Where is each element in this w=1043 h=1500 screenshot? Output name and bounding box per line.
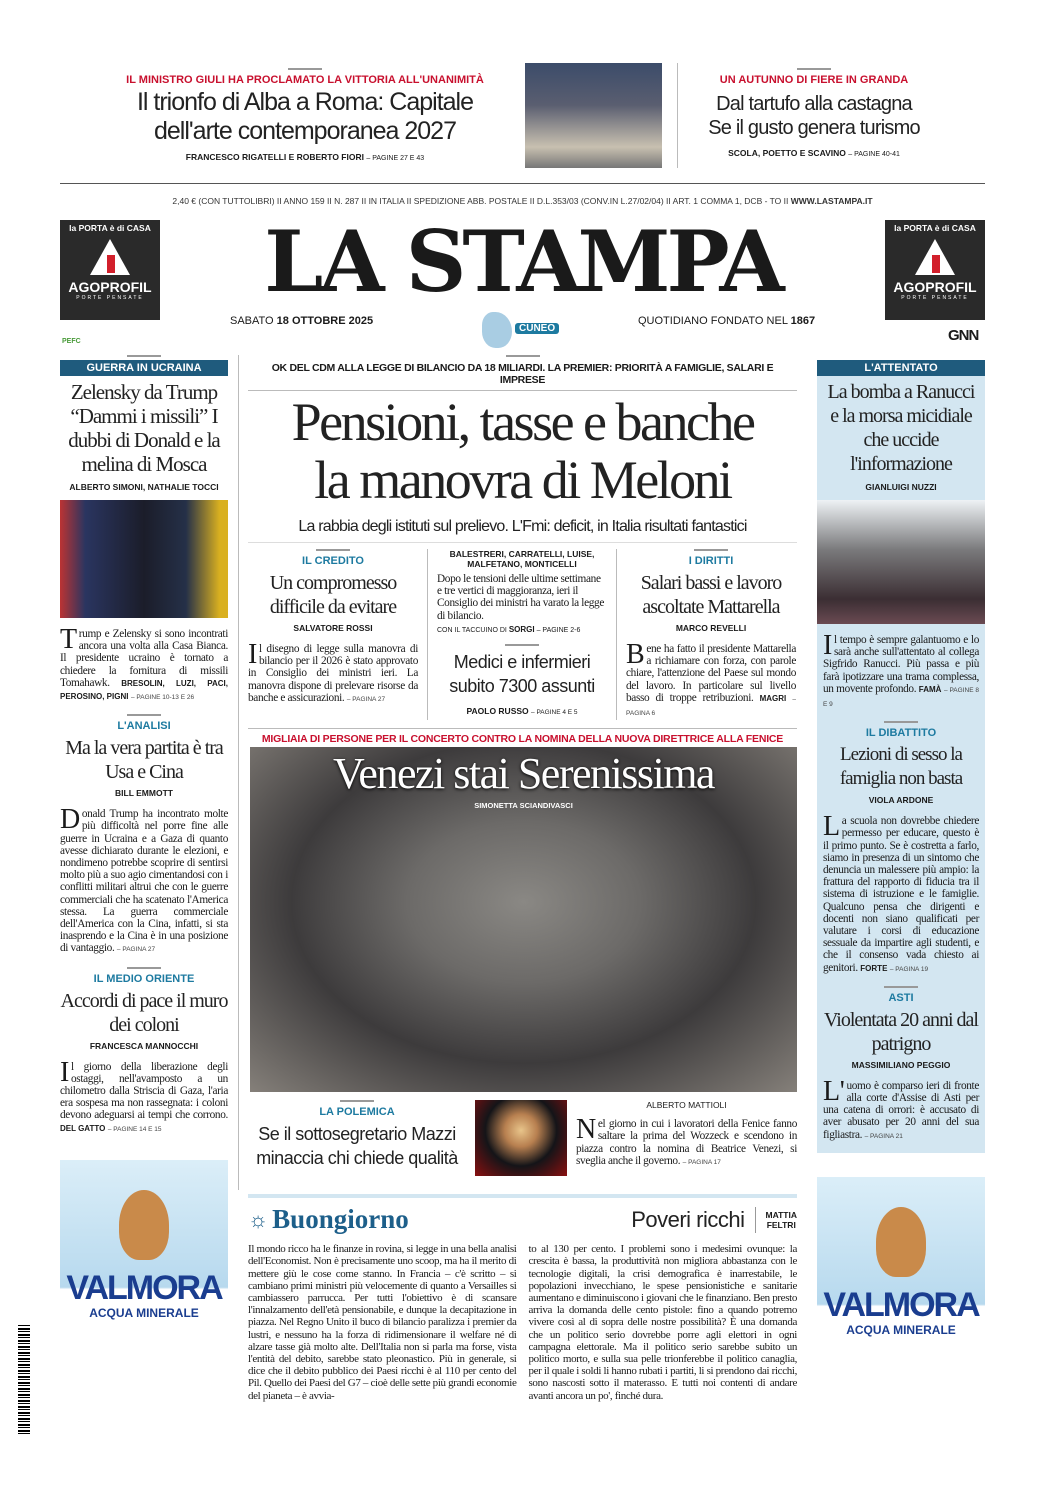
- ad-brand: AGOPROFIL: [68, 279, 152, 295]
- lead-headline-line2[interactable]: la manovra di Meloni: [314, 450, 731, 510]
- author: MATTIA FELTRI: [765, 1209, 797, 1230]
- article-fenice[interactable]: [576, 1100, 797, 1176]
- ad-sub: ACQUA MINERALE: [846, 1322, 956, 1337]
- ad-tag: la PORTA è di CASA: [69, 223, 151, 233]
- founded-note: QUOTIDIANO FONDATO NEL 1867: [638, 315, 816, 327]
- article-title: Salari bassi e lavoro ascoltate Mattarella: [640, 572, 782, 618]
- alba-photo: [525, 63, 662, 168]
- article-title[interactable]: Ma la vera partita è tra Usa e Cina: [65, 737, 223, 784]
- door-icon: [90, 239, 130, 275]
- lead-kicker: OK DEL CDM ALLA LEGGE DI BILANCIO DA 18 MILIARDI. LA PREMIER: PRIORITÀ A FAMIGLIE, SALARI E IMPRESE: [271, 362, 774, 386]
- valmora-ad-right[interactable]: [817, 1177, 985, 1389]
- kicker: ASTI: [888, 991, 914, 1004]
- lead-headline-line1[interactable]: Pensioni, tasse e banche: [291, 392, 754, 452]
- issue-date: SABATO 18 OTTOBRE 2025: [230, 315, 374, 327]
- article-body: Dopo le tensioni delle ultime settimane e tre vertici di maggioranza, ieri il Consiglio dei ministri ha varato la legge di bilancio.: [437, 573, 604, 622]
- article-title: Se il sottosegretario Mazzi minaccia chi chiede qualità: [256, 1124, 458, 1169]
- byline: SCOLA, POETTO E SCAVINO: [728, 148, 846, 158]
- article-body: Il giorno della liberazione degli ostaggi, nell'avamposto a un chilometro dalla Striscia di Gaza, l'aria era sospesa ma non rassegnata: i coloni devono adeguarsi ai tempi che corrono. DEL GATTO – PAGINE 14 E 15: [60, 1056, 228, 1133]
- sun-book-icon: ☼: [248, 1206, 269, 1232]
- ad-tag: la PORTA è di CASA: [894, 223, 976, 233]
- teaser-title-line2: dell'arte contemporanea 2027: [153, 117, 456, 145]
- kicker: IL DIBATTITO: [865, 727, 937, 740]
- teaser-title-line1: Il trionfo di Alba a Roma: Capitale: [136, 88, 474, 116]
- ad-brand: AGOPROFIL: [893, 279, 977, 295]
- kicker: IL CREDITO: [302, 555, 364, 567]
- divider: [677, 63, 678, 168]
- article-title[interactable]: La bomba a Ranucci e la morsa micidiale che uccide l'informazione: [827, 381, 975, 475]
- article-body: Il tempo è sempre galantuomo e lo sarà anche sull'attentato al collega Sigfrido Ranucci. Più passa e più farà ipotizzare una trama complessa, un movente profondo. FAMÀ – PAGINE 8 E 9: [823, 630, 980, 709]
- ad-brand: VALMORA: [823, 1285, 979, 1324]
- article-body: La scuola non dovrebbe chiedere permesso per educare, questo è il primo punto. Se è costretta a farlo, siamo in presenza di un sintomo che denuncia un malessere più ampio: la frattura del rapporto di fiducia tra il sistema di istruzione e le famiglie. Qualcuno pensa che dirigenti e docenti non siano qualificati per valutare i corsi di educazione sessuale da impartire agli studenti, e che il consenso vada chiesto ai genitori. FORTE – PAGINA 19: [823, 811, 979, 974]
- byline: PAOLO RUSSO: [466, 705, 529, 716]
- photo-kicker: MIGLIAIA DI PERSONE PER IL CONCERTO CONTRO LA NOMINA DELLA NUOVA DIRETTRICE ALLA FENICE: [261, 733, 784, 746]
- byline: GIANLUIGI NUZZI: [865, 482, 937, 492]
- right-column: [817, 360, 985, 1389]
- top-left-teaser[interactable]: [85, 68, 525, 166]
- pages: – PAGINE 40-41: [848, 151, 900, 158]
- article-body: Il disegno di legge sulla manovra di bilancio per il 2026 è stato approvato in Consiglio dei ministri ieri. La manovra dispone di prelevare risorse da banche e assicurazioni. – PAGINA 27: [248, 639, 418, 704]
- article-title: Un compromesso difficile da evitare: [269, 572, 397, 618]
- ad-sub: PORTE PENSATE: [901, 295, 969, 301]
- article-title: Medici e infermieri subito 7300 assunti: [449, 651, 595, 696]
- byline: MARCO REVELLI: [675, 623, 747, 633]
- article-diritti[interactable]: [626, 549, 796, 720]
- gnn-logo: GNN: [948, 327, 979, 344]
- kicker: L'ANALISI: [117, 720, 171, 733]
- deer-mascot-icon: [876, 1207, 926, 1277]
- article-body: Donald Trump ha incontrato molte più difficoltà nel porre fine alle guerre in Ucraina e a Gaza di quanto avesse dichiarato durante le elezioni, e nondimeno potrebbe scoprire di sentirsi molto più a suo agio cimentandosi con i conflitti militari altrui che con le guerre commerciali che ha scatenato l'America stessa. La guerra commerciale dell'America con la Cina, infatti, si sta inasprendo e la Cina è in una posizione di vantaggio. – PAGINA 27: [60, 804, 228, 955]
- info-line: [60, 196, 985, 206]
- kicker: I DIRITTI: [688, 555, 734, 567]
- kicker: UN AUTUNNO DI FIERE IN GRANDA: [719, 74, 909, 86]
- teaser-title-line2: Se il gusto genera turismo: [708, 117, 920, 139]
- venezi-photo: [475, 1100, 567, 1176]
- rule: [60, 183, 985, 184]
- article-body: L'uomo è comparso ieri di fronte alla corte d'Assise di Asti per una catena di orrori: è accusato di aver abusato per 20 anni del sua figliastra. – PAGINA 21: [823, 1075, 979, 1141]
- masthead-logo[interactable]: LA STAMPA: [264, 212, 781, 311]
- byline: FRANCESCA MANNOCCHI: [89, 1040, 199, 1051]
- trump-zelensky-photo: [60, 500, 228, 618]
- piedmont-map-icon: [482, 312, 512, 348]
- byline: ALBERTO SIMONI, NATHALIE TOCCI: [69, 482, 219, 492]
- article-title[interactable]: Lezioni di sesso la famiglia non basta: [839, 744, 963, 790]
- article-credito[interactable]: [248, 549, 418, 720]
- pages: – PAGINE 27 E 43: [366, 155, 425, 162]
- note: CON IL TACCUINO DI SORGI – PAGINE 2-6: [437, 624, 581, 634]
- kicker: LA POLEMICA: [319, 1106, 395, 1119]
- byline: MASSIMILIANO PEGGIO: [851, 1059, 951, 1070]
- kicker: IL MEDIO ORIENTE: [93, 972, 195, 985]
- ad-sub: PORTE PENSATE: [76, 295, 144, 301]
- kicker: IL MINISTRO GIULI HA PROCLAMATO LA VITTORIA ALL'UNANIMITÀ: [126, 74, 484, 86]
- column-label: Buongiorno: [272, 1204, 409, 1235]
- byline: BILL EMMOTT: [115, 788, 173, 799]
- article-title[interactable]: Zelensky da Trump “Dammi i missili” I dubbi di Donald e la melina di Mosca: [68, 380, 220, 476]
- byline: SIMONETTA SCIANDIVASCI: [474, 801, 573, 811]
- byline: ALBERTO MATTIOLI: [646, 1100, 727, 1111]
- section-label: L'ATTENTATO: [817, 360, 985, 376]
- valmora-ad-left[interactable]: [60, 1160, 228, 1372]
- article-body: Trump e Zelensky si sono incontrati ancora una volta alla Casa Bianca. Il presidente ucraino è tornato a chiedere la fornitura di missili Tomahawk. BRESOLIN, LUZI, PACI, PEROSINO, PIGNI – PAGINE 10-13 E 26: [60, 624, 228, 702]
- ranucci-photo: [817, 500, 985, 624]
- lead-subhead: La rabbia degli istituti sul prelievo. L'Fmi: deficit, in Italia risultati fantastici: [298, 518, 747, 535]
- photo-headline: Venezi stai Serenissima: [333, 749, 714, 799]
- barcode: [18, 1325, 30, 1435]
- deer-mascot-icon: [119, 1190, 169, 1260]
- divider: [288, 68, 322, 70]
- left-column: [60, 355, 228, 1372]
- teaser-title-line1: Dal tartufo alla castagna: [716, 93, 912, 115]
- article-manovra[interactable]: BALESTRERI, CARRATELLI, LUISE, MALFETANO, MONTICELLI Dopo le tensioni delle ultime settimane e tre vertici di maggioranza, ieri il Consiglio dei ministri ha varato la legge di bilancio. CON IL TACCUINO DI SORGI – PAGINE 2-6 Medici e infermieri subito 7300 assunti PAOLO RUSSO – PAGINE 4 E 5: [437, 549, 607, 720]
- top-right-teaser[interactable]: [684, 68, 944, 162]
- ad-sub: ACQUA MINERALE: [89, 1305, 199, 1320]
- agoprofil-ad-right[interactable]: [885, 220, 985, 320]
- agoprofil-ad-left[interactable]: [60, 220, 160, 320]
- center-column: [248, 355, 797, 1402]
- info-text: 2,40 € (CON TUTTOLIBRI) II ANNO 159 II N. 287 II IN ITALIA II SPEDIZIONE ABB. POSTALE II D.L.353/03 (CONV.IN L.27/02/04) II ART. 1 COMMA 1, DCB - TO II: [172, 196, 789, 206]
- column-text-1: Il mondo ricco ha le finanze in rovina, si legge in una bella analisi dell'Economist. Non è precisamente uno scoop, ma ha il merito di mettere giù le cose come stanno. In Francia – c'è scritto – si cambiano primi ministri più velocemente di quanto a Versailles si cambiassero parrucca. Per tutti l'obiettivo è di scansare l'innalzamento dell'età pensionabile, e dunque la decapitazione in piazza. Nel Regno Unito il buco di bilancio paralizza i premier da lustri, e nessuno ha la forza di ridimensionare il welfare né di alzare tasse già molto alte. Dell'Italia non si parla ma forse, vista l'entità del debito, sarebbe stato pleonastico. Più in generale, si dice che il debito pubblico dei Paesi ricchi è al 110 per cento del Pil. Quello dei Paesi del G7 – cioè delle sette più grandi economie del pianeta – è avvia-: [248, 1243, 517, 1402]
- website-link[interactable]: WWW.LASTAMPA.IT: [790, 196, 873, 206]
- buongiorno-box: [248, 1194, 797, 1402]
- divider: [238, 355, 239, 1190]
- pefc-logo: PEFC: [62, 338, 81, 345]
- article-body: Bene ha fatto il presidente Mattarella a richiamare con forza, con parole chiare, l'attenzione del Paese sul mondo del lavoro. In particolare sul livello basso di troppe retribuzioni. MAGRI – PAGINA 6: [626, 639, 796, 718]
- ad-brand: VALMORA: [66, 1268, 222, 1307]
- column-title[interactable]: Poveri ricchi: [631, 1207, 755, 1233]
- right-panel: [817, 360, 985, 1153]
- fenice-concert-photo[interactable]: [250, 747, 797, 1092]
- divider: [797, 68, 831, 70]
- byline: BALESTRERI, CARRATELLI, LUISE, MALFETANO, MONTICELLI: [449, 549, 595, 569]
- door-icon: [915, 239, 955, 275]
- edition-badge: CUNEO: [515, 323, 559, 334]
- byline: VIOLA ARDONE: [868, 795, 934, 806]
- article-polemica[interactable]: [248, 1100, 466, 1176]
- byline: SALVATORE ROSSI: [293, 623, 373, 633]
- article-body: Nel giorno in cui i lavoratori della Fenice fanno saltare la prima del Wozzeck e scendono in piazza contro la nomina di Beatrice Venezi, si sveglia anche il governo. – PAGINA 17: [576, 1114, 797, 1167]
- byline: FRANCESCO RIGATELLI E ROBERTO FIORI: [185, 152, 364, 162]
- section-label: GUERRA IN UCRAINA: [60, 360, 228, 376]
- article-title[interactable]: Violentata 20 anni dal patrigno: [824, 1008, 978, 1055]
- article-title[interactable]: Accordi di pace il muro dei coloni: [60, 989, 228, 1036]
- column-text-2: to al 130 per cento. I problemi sono i medesimi ovunque: la crescita è bassa, la produttività non migliora abbastanza con le tecnologie digitali, la crisi demografica è inarrestabile, le popolazioni invecchiano, le spese pensionistiche e sanitarie aumentano e diminuiscono i giovani che le finanziano. Ben presto arriva la domanda delle cento pistole: fino a quando potremo vivere così al di sopra delle nostre possibilità? È una domanda che un politico serio dovrebbe porre agli elettori in ogni campagna elettorale. Ma il politico serio sarebbe subito un politico morto, e sulla sua pelle trionferebbe il politico canaglia, per il quale i soldi li hanno rubati i partiti, li si prendono dai ricchi, sono nascosti sotto il materasso. E tutti noi contenti di andare avanti ancora un po', finché dura.: [528, 1243, 797, 1402]
